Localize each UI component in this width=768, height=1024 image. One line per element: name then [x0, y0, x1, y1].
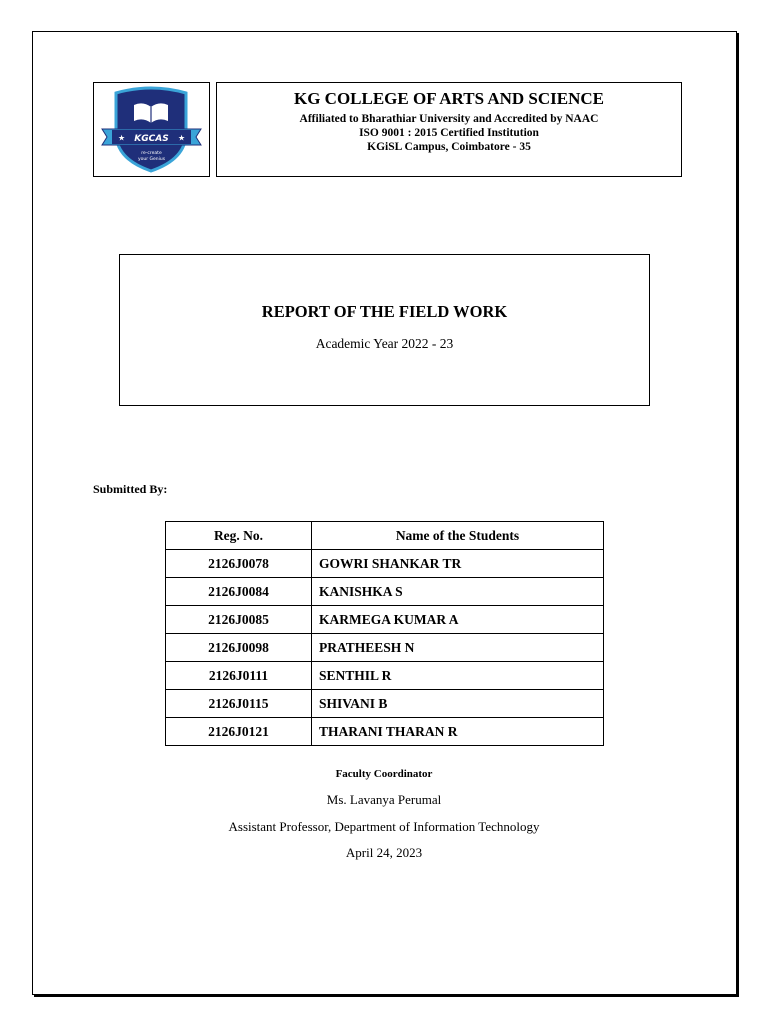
table-row	[166, 578, 604, 606]
table-row	[166, 662, 604, 690]
reg-no-cell: 2126J0111	[166, 662, 312, 690]
table-row	[166, 606, 604, 634]
table-row	[166, 634, 604, 662]
student-name-cell: SHIVANI B	[312, 690, 604, 718]
student-name-cell: GOWRI SHANKAR TR	[312, 550, 604, 578]
reg-no-cell: 2126J0084	[166, 578, 312, 606]
table-row	[166, 550, 604, 578]
faculty-coordinator-label: Faculty Coordinator	[335, 768, 433, 780]
table-row	[166, 718, 604, 746]
student-name-cell: KANISHKA S	[312, 578, 604, 606]
college-name: KG COLLEGE OF ARTS AND SCIENCE	[293, 89, 605, 108]
logo-box	[93, 82, 210, 177]
student-name-cell: THARANI THARAN R	[312, 718, 604, 746]
coordinator-name: Ms. Lavanya Perumal	[326, 792, 442, 807]
student-name-cell: KARMEGA KUMAR A	[312, 606, 604, 634]
table-header-row	[166, 522, 604, 550]
student-name-cell: SENTHIL R	[312, 662, 604, 690]
reg-no-cell: 2126J0121	[166, 718, 312, 746]
logo-text: KGCAS	[134, 134, 169, 144]
svg-text:★: ★	[118, 133, 126, 143]
students-table	[165, 521, 604, 746]
svg-text:★: ★	[178, 133, 186, 143]
college-header	[216, 82, 682, 177]
report-title: REPORT OF THE FIELD WORK	[261, 302, 508, 321]
certification-line: ISO 9001 : 2015 Certified Institution	[359, 127, 539, 139]
reg-no-cell: 2126J0078	[166, 550, 312, 578]
affiliation-line: Affiliated to Bharathiar University and Accredited by NAAC	[299, 113, 599, 125]
submitted-by-label: Submitted By:	[93, 482, 168, 496]
college-logo	[94, 83, 209, 176]
student-name-cell: PRATHEESH N	[312, 634, 604, 662]
reg-no-cell: 2126J0115	[166, 690, 312, 718]
campus-line: KGiSL Campus, Coimbatore - 35	[367, 141, 531, 153]
reg-no-header: Reg. No.	[166, 522, 312, 550]
report-date: April 24, 2023	[345, 845, 423, 860]
student-name-header: Name of the Students	[312, 522, 604, 550]
academic-year: Academic Year 2022 - 23	[315, 336, 454, 351]
table-row	[166, 690, 604, 718]
report-title-box	[119, 254, 650, 406]
logo-tagline-line1: re-create	[141, 151, 162, 156]
reg-no-cell: 2126J0085	[166, 606, 312, 634]
coordinator-designation: Assistant Professor, Department of Information Technology	[228, 819, 540, 834]
reg-no-cell: 2126J0098	[166, 634, 312, 662]
logo-tagline-line2: your Genius	[137, 157, 166, 162]
